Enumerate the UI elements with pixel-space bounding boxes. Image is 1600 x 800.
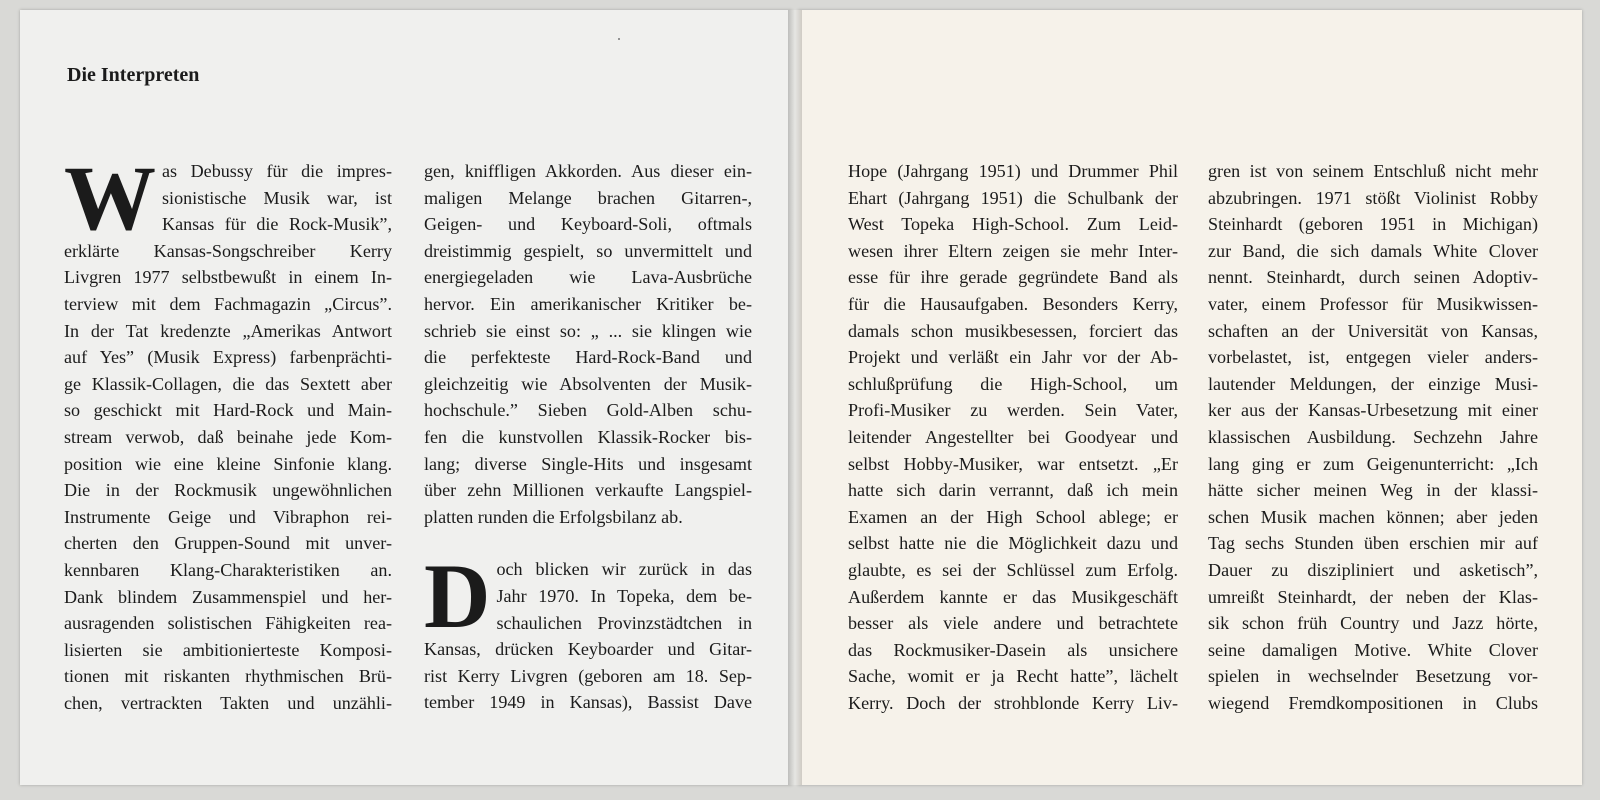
text-line: Kansas, drücken Keyboarder und Gitar- — [424, 639, 752, 660]
text-line: spielen in wechselnder Besetzung vor- — [1208, 666, 1538, 687]
text-line: hervor. Ein amerikanischer Kritiker be- — [424, 293, 752, 314]
text-line: dreistimmig gespielt, so unvermittelt und — [424, 240, 752, 261]
text-line: abzubringen. 1971 stößt Violinist Robby — [1208, 187, 1538, 208]
text-line: maligen Melange brachen Gitarren-, — [424, 187, 752, 208]
text-line: gren ist von seinem Entschluß nicht mehr — [1208, 161, 1538, 181]
text-line: sionistische Musik war, ist — [162, 187, 392, 208]
text-line: terview mit dem Fachmagazin „Circus”. — [64, 293, 392, 314]
text-line: Dauer zu diszipliniert und asketisch”, — [1208, 559, 1538, 580]
text-line: Tag sechs Stunden üben erschien mir auf — [1208, 533, 1538, 554]
text-line: schrieb sie einst so: „ ... sie klingen wie — [424, 320, 752, 341]
text-line: kennbaren Klang-Charakteristiken an. — [64, 559, 392, 580]
text-line: besser als viele andere und betrachtete — [848, 613, 1178, 634]
text-line: West Topeka High-School. Zum Leid- — [848, 214, 1178, 235]
text-line: gleichzeitig wie Absolventen der Musik- — [424, 373, 752, 394]
text-line: vorbelastet, ist, entgegen vieler anders- — [1208, 347, 1538, 368]
text-line: hatte sich darin verrannt, daß ich mein — [848, 480, 1178, 501]
text-line: so geschickt mit Hard-Rock und Main- — [64, 400, 392, 421]
text-line: nennt. Steinhardt, durch seinen Adoptiv- — [1208, 267, 1538, 288]
text-line: position wie eine kleine Sinfonie klang. — [64, 453, 392, 474]
text-line: schen Musik machen können; aber jeden — [1208, 506, 1538, 527]
text-line: tember 1949 in Kansas), Bassist Dave — [424, 692, 752, 713]
text-line: fen die kunstvollen Klassik-Rocker bis- — [424, 426, 752, 447]
column-3 — [848, 158, 1178, 716]
text-line: für die Hausaufgaben. Besonders Kerry, — [848, 293, 1178, 314]
text-line: leitender Angestellter bei Goodyear und — [848, 426, 1178, 447]
text-line: klassischen Ausbildung. Sechzehn Jahre — [1208, 426, 1538, 447]
column-2 — [424, 158, 752, 716]
text-line: seine damaligen Motive. White Clover — [1208, 639, 1538, 660]
text-line: Geigen- und Keyboard-Soli, oftmals — [424, 214, 752, 235]
text-line: das Rockmusiker-Dasein als unsichere — [848, 639, 1178, 660]
text-line: Kerry. Doch der strohblonde Kerry Liv- — [848, 692, 1178, 713]
text-line: schlußprüfung die High-School, um — [848, 373, 1178, 394]
text-line: lisierten sie ambitionierteste Komposi- — [64, 639, 392, 660]
text-line: hochschule.” Sieben Gold-Alben schu- — [424, 400, 752, 421]
text-line: cherten den Gruppen-Sound mit unver- — [64, 533, 392, 554]
text-line: über zehn Millionen verkaufte Langspiel- — [424, 480, 752, 501]
text-line: hätte sicher meinen Weg in der klassi- — [1208, 480, 1538, 501]
text-line: esse für ihre gerade gegründete Band als — [848, 267, 1178, 288]
text-line: Profi-Musiker zu werden. Sein Vater, — [848, 400, 1178, 421]
text-line: platten runden die Erfolgsbilanz ab. — [424, 506, 683, 527]
text-line: Instrumente Geige und Vibraphon rei- — [64, 506, 392, 527]
text-line: Steinhardt (geboren 1951 in Michigan) — [1208, 214, 1538, 235]
text-line: as Debussy für die impres- — [162, 161, 392, 181]
paragraph-melange — [424, 158, 752, 530]
text-line: schaften an der Universität von Kansas, — [1208, 320, 1538, 341]
text-line: tionen mit riskanten rhythmischen Brü- — [64, 666, 392, 687]
column-4 — [1208, 158, 1538, 716]
text-line: Ehart (Jahrgang 1951) die Schulbank der — [848, 187, 1178, 208]
text-line: glaubte, es sei der Schlüssel zum Erfolg. — [848, 559, 1178, 580]
drop-cap-w: W — [64, 147, 156, 249]
text-line: Projekt und verläßt ein Jahr vor der Ab- — [848, 347, 1178, 368]
text-line: Hope (Jahrgang 1951) und Drummer Phil — [848, 161, 1178, 181]
text-line: zur Band, die sich damals White Clover — [1208, 240, 1538, 261]
section-heading: Die Interpreten — [67, 64, 200, 86]
text-line: ker aus der Kansas-Urbesetzung mit einer — [1208, 400, 1538, 421]
paragraph-intro — [64, 147, 392, 716]
text-line: selbst Hobby-Musiker, war entsetzt. „Er — [848, 453, 1178, 474]
text-line: wiegend Fremdkompositionen in Clubs — [1208, 692, 1538, 713]
text-line: In der Tat kredenzte „Amerikas Antwort — [64, 320, 392, 341]
text-line: Livgren 1977 selbstbewußt in einem In- — [64, 267, 392, 288]
text-line: ausragenden solistischen Fähigkeiten rea- — [64, 613, 392, 634]
text-line: sik schon früh Country und Jazz hörte, — [1208, 613, 1538, 634]
text-line: Examen an der High School ablege; er — [848, 506, 1178, 527]
text-line: auf Yes” (Musik Express) farbenprächti- — [64, 347, 392, 368]
book-gutter — [788, 10, 802, 785]
text-line: schaulichen Provinzstädtchen in — [496, 612, 752, 633]
text-line: gen, kniffligen Akkorden. Aus dieser ein- — [424, 161, 752, 181]
text-line: damals schon musikbesessen, forciert das — [848, 320, 1178, 341]
drop-cap-d: D — [424, 545, 491, 648]
text-line: selbst hatte nie die Möglichkeit dazu und — [848, 533, 1178, 554]
text-line: energiegeladen wie Lava-Ausbrüche — [424, 267, 752, 288]
text-line: die perfekteste Hard-Rock-Band und — [424, 347, 752, 368]
text-line: Außerdem kannte er das Musikgeschäft — [848, 586, 1178, 607]
text-line: lautender Meldungen, der einzige Musi- — [1208, 373, 1538, 394]
text-line: lang; diverse Single-Hits und insgesamt — [424, 453, 752, 474]
column-1 — [64, 147, 392, 716]
text-line: erklärte Kansas-Songschreiber Kerry — [64, 240, 392, 261]
text-line: vater, einem Professor für Musikwissen- — [1208, 293, 1538, 314]
paper-speck — [618, 38, 620, 40]
text-line: stream verwob, daß beinahe jede Kom- — [64, 426, 392, 447]
text-line: Die in der Rockmusik ungewöhnlichen — [64, 480, 392, 501]
text-line: rist Kerry Livgren (geboren am 18. Sep- — [424, 665, 752, 686]
text-line: Kansas für die Rock-Musik”, — [162, 214, 392, 235]
text-line: ge Klassik-Collagen, die das Sextett aber — [64, 373, 392, 394]
text-line: Dank blindem Zusammenspiel und her- — [64, 586, 392, 607]
text-line: Jahr 1970. In Topeka, dem be- — [496, 585, 752, 606]
text-line: Sache, womit er ja Recht hatte”, lächelt — [848, 666, 1178, 687]
text-line: lang ging er zum Geigenunterricht: „Ich — [1208, 453, 1538, 474]
text-line: umreißt Steinhardt, der neben der Klas- — [1208, 586, 1538, 607]
text-line: och blicken wir zurück in das — [496, 559, 752, 580]
paragraph-topeka — [424, 545, 752, 716]
text-line: chen, vertrackten Takten und unzähli- — [64, 692, 392, 713]
text-line: wesen ihrer Eltern zeigen sie mehr Inter- — [848, 240, 1178, 261]
